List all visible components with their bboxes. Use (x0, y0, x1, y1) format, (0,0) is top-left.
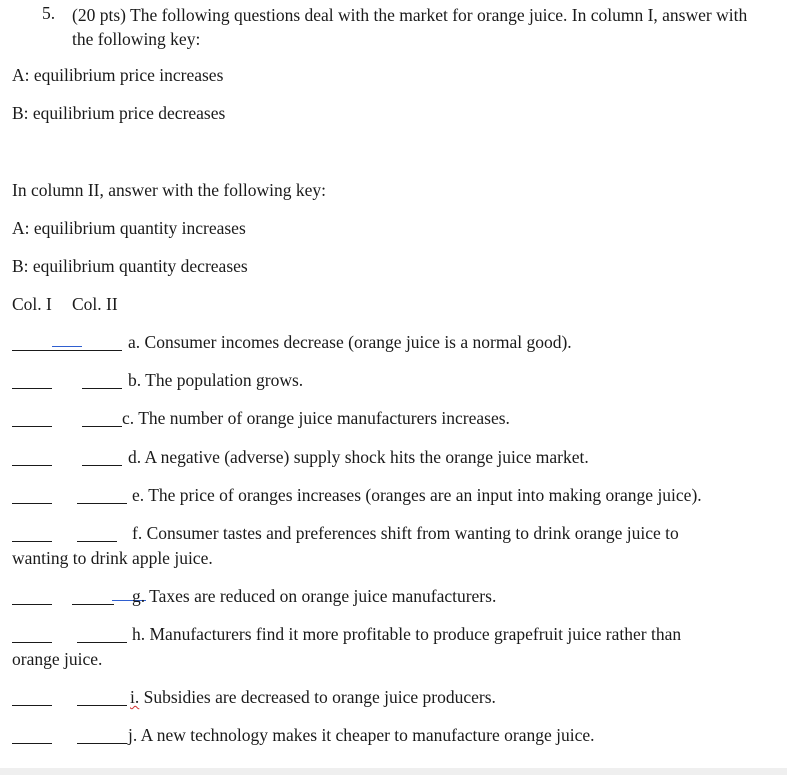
item-c-text: c. The number of orange juice manufacturers increases. (122, 408, 510, 428)
col1-answer-blank[interactable] (12, 465, 52, 466)
col2-answer-blank[interactable] (77, 705, 127, 706)
page-bottom-strip (0, 768, 787, 775)
item-b-text: b. The population grows. (128, 370, 304, 390)
item-h-text-line2: orange juice. (12, 649, 103, 669)
question-text: (20 pts) The following questions deal with the market for orange juice. In column I, answer with the following key: (72, 5, 748, 49)
item-f-text-line1: f. Consumer tastes and preferences shift from wanting to drink orange juice to (132, 523, 679, 543)
col2-answer-blank[interactable] (72, 604, 114, 605)
key2-b: B: equilibrium quantity decreases (12, 256, 248, 276)
col1-answer-blank[interactable] (12, 388, 52, 389)
answer-blank[interactable] (12, 350, 122, 351)
col1-answer-blank[interactable] (12, 541, 52, 542)
col1-answer-blank[interactable] (12, 426, 52, 427)
item-d-text: d. A negative (adverse) supply shock hits the orange juice market. (128, 447, 589, 467)
col2-answer-blank[interactable] (77, 642, 127, 643)
col2-answer-blank[interactable] (77, 541, 117, 542)
item-h-text-line1: h. Manufacturers find it more profitable to produce grapefruit juice rather than (132, 624, 682, 644)
item-i-text (130, 686, 496, 708)
item-f-text-line2: wanting to drink apple juice. (12, 548, 213, 568)
col1-answer-blank[interactable] (12, 604, 52, 605)
item-g-text (132, 585, 496, 607)
key1-b: B: equilibrium price decreases (12, 103, 226, 123)
question-number: 5. (42, 3, 56, 23)
item-a-text: a. Consumer incomes decrease (orange juice is a normal good). (128, 332, 572, 352)
col2-answer-blank[interactable] (82, 426, 122, 427)
col2-answer-blank[interactable] (82, 465, 122, 466)
item-g-body: Taxes are reduced on orange juice manufacturers. (145, 586, 497, 606)
col1-answer-blank[interactable] (12, 743, 52, 744)
item-i-body: Subsidies are decreased to orange juice producers. (139, 687, 496, 707)
col1-answer-blank[interactable] (12, 503, 52, 504)
col1-answer-blank[interactable] (12, 705, 52, 706)
col1-header: Col. I (12, 294, 52, 314)
col2-header: Col. II (72, 294, 118, 314)
col2-answer-blank[interactable] (77, 503, 127, 504)
item-i-label: i. (130, 687, 140, 707)
item-g-label: g. (132, 586, 146, 606)
key1-a: A: equilibrium price increases (12, 65, 224, 85)
item-j-text: j. A new technology makes it cheaper to manufacture orange juice. (128, 725, 595, 745)
col2-answer-blank[interactable] (82, 388, 122, 389)
key2-a: A: equilibrium quantity increases (12, 218, 246, 238)
item-e-text: e. The price of oranges increases (oranges are an input into making orange juice). (132, 485, 702, 505)
key2-intro: In column II, answer with the following key: (12, 180, 326, 200)
col1-answer-blank[interactable] (12, 642, 52, 643)
col2-answer-blank[interactable] (77, 743, 127, 744)
answer-blank-marker (52, 346, 82, 347)
